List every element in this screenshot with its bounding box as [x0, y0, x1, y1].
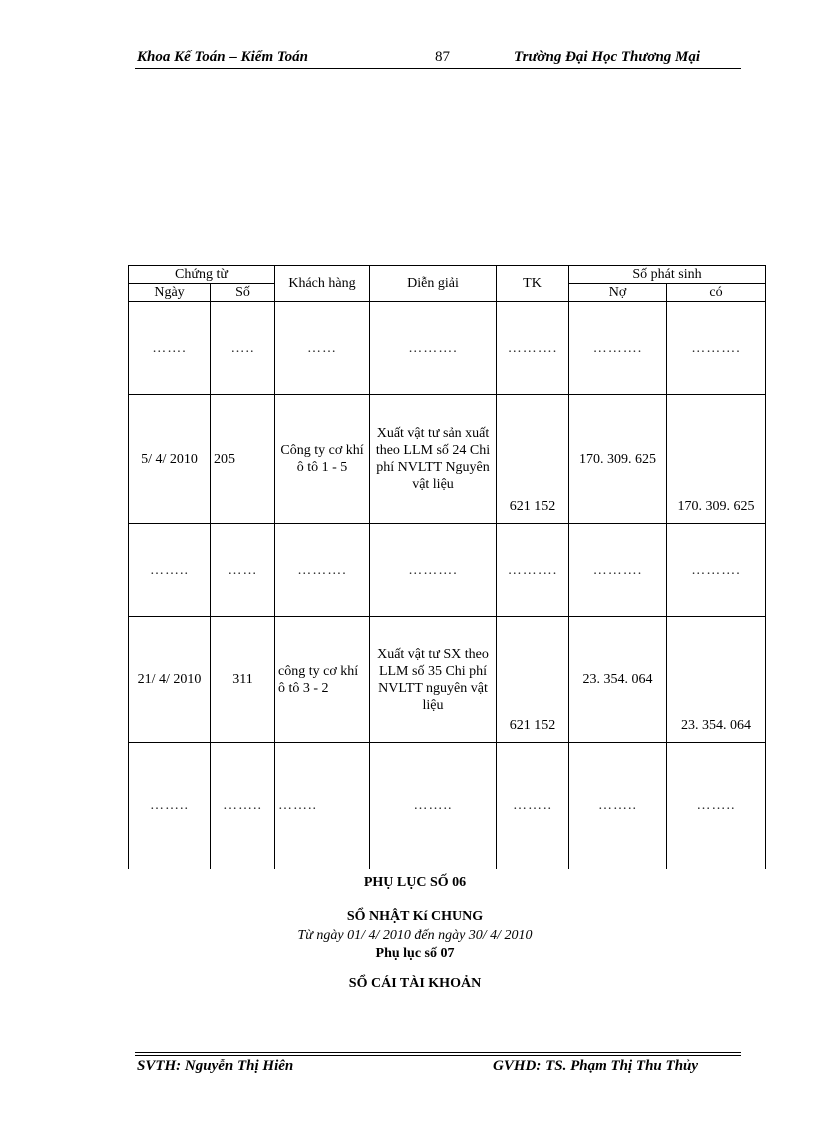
- table-row: [129, 524, 766, 617]
- cell-tk: ……..: [497, 743, 569, 869]
- cell-dien-giai: Xuất vật tư SX theo LLM số 35 Chi phí NVLTT nguyên vật liệu: [370, 617, 497, 743]
- cell-dien-giai: ……….: [370, 524, 497, 617]
- journal-book-title: SỔ NHẬT Kí CHUNG: [346, 909, 484, 924]
- table-row: [129, 743, 766, 869]
- col-header-khach-hang: Khách hàng: [275, 266, 370, 302]
- journal-table: [128, 265, 766, 869]
- table-row: [129, 302, 766, 395]
- col-header-ngay: Ngày: [129, 284, 211, 302]
- cell-co: 170. 309. 625: [667, 395, 766, 524]
- cell-tk: 621 152: [497, 395, 569, 524]
- cell-tk: 621 152: [497, 617, 569, 743]
- appendix-07-title: Phụ lục số 07: [375, 946, 455, 961]
- table-header-row: [129, 266, 766, 284]
- cell-tk: ……….: [497, 524, 569, 617]
- col-header-dien-giai: Diễn giải: [370, 266, 497, 302]
- col-header-co: có: [667, 284, 766, 302]
- cell-co: ……..: [667, 743, 766, 869]
- cell-khach-hang: ……: [275, 302, 370, 395]
- cell-so: 205: [211, 395, 275, 524]
- appendix-06-title: PHỤ LỤC SỐ 06: [363, 875, 467, 890]
- cell-co: 23. 354. 064: [667, 617, 766, 743]
- date-range: Từ ngày 01/ 4/ 2010 đến ngày 30/ 4/ 2010: [297, 928, 533, 943]
- cell-ngay: …….: [129, 302, 211, 395]
- cell-dien-giai: ……..: [370, 743, 497, 869]
- cell-tk: ……….: [497, 302, 569, 395]
- col-header-so-phat-sinh: Số phát sinh: [569, 266, 766, 284]
- cell-dien-giai: ……….: [370, 302, 497, 395]
- header-department: Khoa Kế Toán – Kiểm Toán: [137, 49, 309, 65]
- ledger-book-title: SỔ CÁI TÀI KHOẢN: [348, 976, 482, 991]
- cell-khach-hang: ……….: [275, 524, 370, 617]
- cell-co: ……….: [667, 302, 766, 395]
- cell-so: ……: [211, 524, 275, 617]
- cell-no: ……….: [569, 524, 667, 617]
- cell-khach-hang: ……..: [275, 743, 370, 869]
- col-header-so: Số: [211, 284, 275, 302]
- cell-so: 311: [211, 617, 275, 743]
- cell-khach-hang: Công ty cơ khí ô tô 1 - 5: [275, 395, 370, 524]
- cell-co: ……….: [667, 524, 766, 617]
- col-header-no: Nợ: [569, 284, 667, 302]
- footer-student: SVTH: Nguyễn Thị Hiên: [137, 1058, 294, 1074]
- header-rule: [135, 68, 741, 69]
- footer-supervisor: GVHD: TS. Phạm Thị Thu Thủy: [493, 1058, 699, 1074]
- cell-no: 23. 354. 064: [569, 617, 667, 743]
- header-university: Trường Đại Học Thương Mại: [514, 49, 701, 65]
- cell-no: ……….: [569, 302, 667, 395]
- page-number: 87: [435, 49, 450, 65]
- cell-ngay: ……..: [129, 743, 211, 869]
- table-row: [129, 617, 766, 743]
- cell-dien-giai: Xuất vật tư sản xuất theo LLM số 24 Chi phí NVLTT Nguyên vật liệu: [370, 395, 497, 524]
- cell-so: …..: [211, 302, 275, 395]
- cell-ngay: 5/ 4/ 2010: [129, 395, 211, 524]
- cell-ngay: 21/ 4/ 2010: [129, 617, 211, 743]
- cell-khach-hang: công ty cơ khí ô tô 3 - 2: [275, 617, 370, 743]
- cell-no: ……..: [569, 743, 667, 869]
- footer-rule: [135, 1052, 741, 1053]
- cell-no: 170. 309. 625: [569, 395, 667, 524]
- col-header-tk: TK: [497, 266, 569, 302]
- cell-so: ……..: [211, 743, 275, 869]
- table-row: [129, 395, 766, 524]
- col-header-chung-tu: Chứng từ: [129, 266, 275, 284]
- cell-ngay: ……..: [129, 524, 211, 617]
- footer-rule: [135, 1055, 741, 1056]
